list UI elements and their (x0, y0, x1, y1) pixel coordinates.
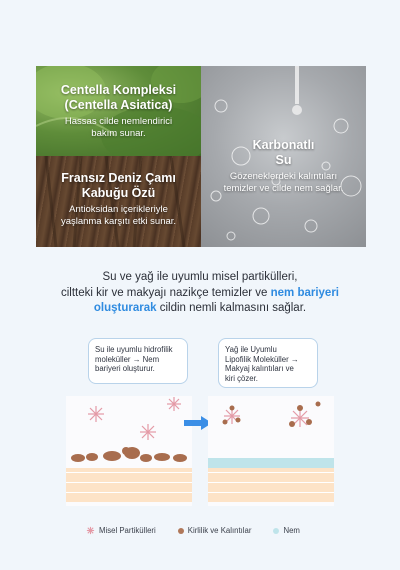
legend-item (86, 526, 156, 535)
micelle-particles (224, 408, 309, 427)
ingredient-title: Karbonatlı (252, 138, 315, 152)
skin-layer (208, 468, 334, 502)
ingredient-description: Gözeneklerdeki kalıntıları temizler ve cilde nem sağlar. (223, 171, 344, 194)
callout-lipophilic (218, 338, 318, 388)
ingredient-description: Hassas cilde nemlendirici bakım sunar. (64, 116, 173, 139)
callout-line: Makyaj kalıntıları ve (225, 364, 294, 374)
callout-line: Lipofilik Moleküller → (225, 354, 299, 364)
ingredient-description: Antioksidan içerikleriyle yaşlanma karşıtı etki sunar. (60, 204, 177, 227)
legend-label: Nem (283, 526, 300, 535)
legend-label: Kirlilik ve Kalıntılar (187, 526, 252, 535)
diagram-legend (86, 526, 300, 535)
micelle-diagram (66, 338, 348, 508)
callout-hydrophilic (88, 338, 188, 384)
skin-layer (66, 468, 192, 502)
headline-highlight: oluşturarak (93, 302, 157, 314)
micelle-particles (88, 397, 181, 440)
ingredient-title: (Centella Asiatica) (64, 98, 173, 112)
ingredient-title: Kabuğu Özü (81, 186, 156, 200)
legend-item (273, 526, 299, 535)
legend-label: Misel Partikülleri (99, 526, 156, 535)
callout-line: moleküller → Nem (95, 354, 160, 364)
headline-line: oluşturarak cildin nemli kalmasını sağlar. (93, 302, 307, 314)
headline-line: Su ve yağ ile uyumlu misel partikülleri, (102, 271, 298, 283)
callout-line: Yağ ile Uyumlu (225, 345, 277, 354)
ingredient-tile-centella (36, 66, 201, 156)
callout-line: Su ile uyumlu hidrofilik (95, 345, 173, 354)
callout-line: bariyeri oluşturur. (95, 364, 155, 374)
ingredient-tile-pine-bark (36, 156, 201, 247)
ingredient-title: Fransız Deniz Çamı (61, 171, 176, 185)
dirt-dot-icon (178, 528, 184, 534)
dirt-particles (71, 447, 187, 462)
moisture-layer (208, 458, 334, 468)
ingredient-tile-carbonated-water (201, 66, 366, 247)
skin-panel-before (66, 396, 192, 506)
legend-item (178, 526, 252, 535)
headline-highlight: nem bariyeri (270, 286, 340, 299)
moisture-dot-icon (273, 528, 279, 534)
skin-panel-after (208, 396, 334, 506)
ingredient-grid (36, 66, 366, 247)
headline-line: ciltteki kir ve makyajı nazikçe temizler ve nem bariyeri (60, 286, 340, 299)
cleansing-headline (20, 270, 380, 317)
callout-line: kiri çözer. (225, 373, 258, 383)
micelle-asterisk-icon (86, 526, 95, 535)
ingredient-title: Centella Kompleksi (60, 83, 177, 97)
ingredient-title: Su (275, 153, 292, 167)
